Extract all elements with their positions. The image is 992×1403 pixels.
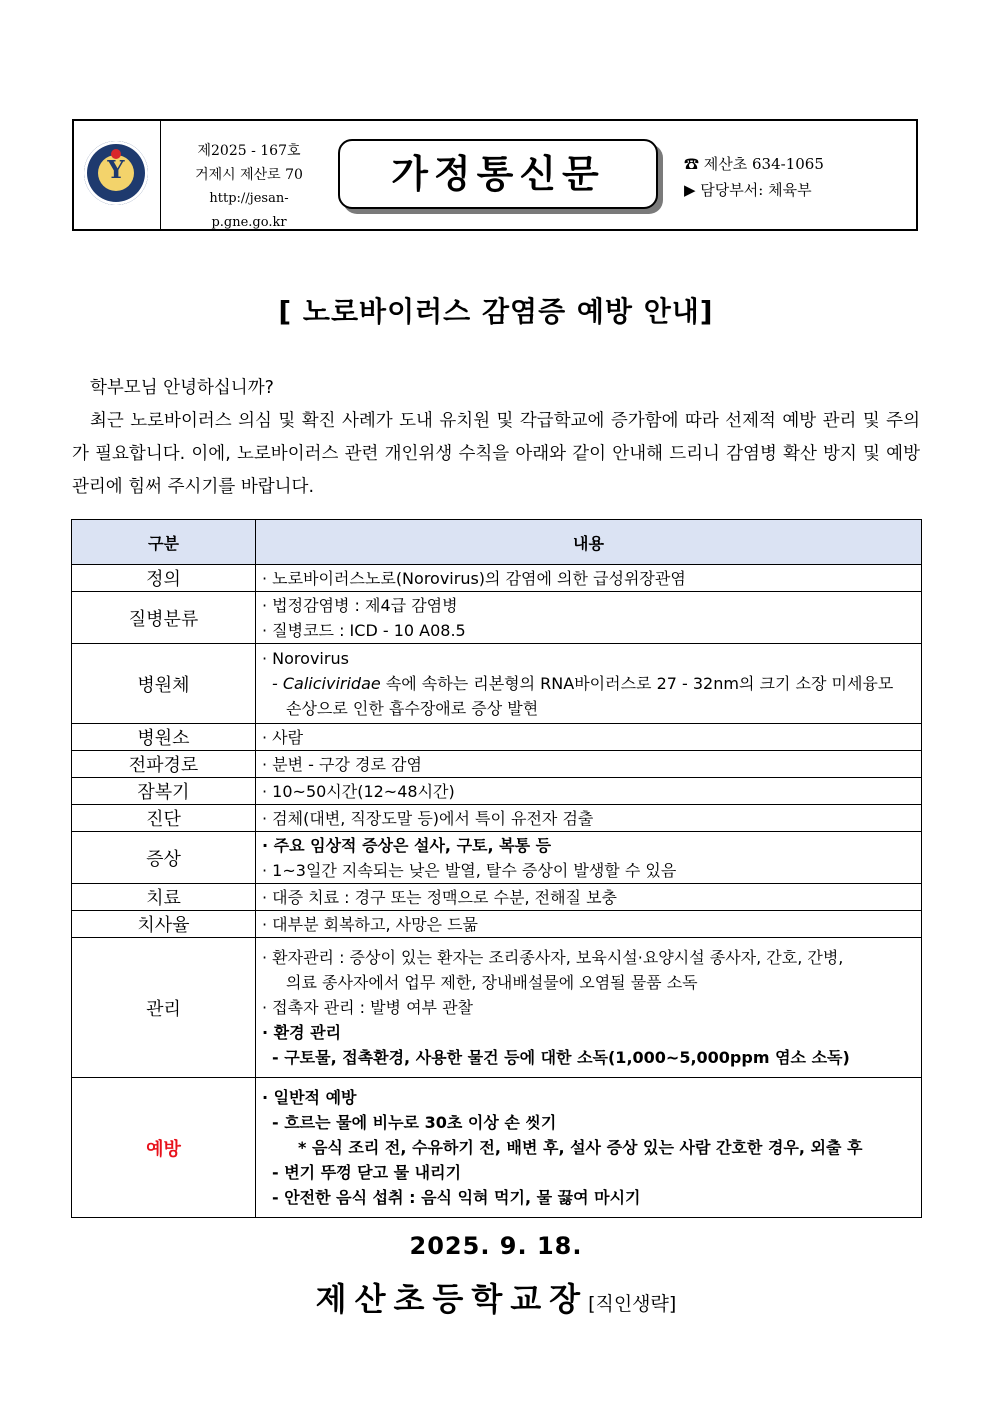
table-row <box>72 884 922 911</box>
row-content: · 10~50시간(12~48시간) <box>256 778 922 805</box>
column-header-category: 구분 <box>72 520 256 565</box>
column-header-content: 내용 <box>256 520 922 565</box>
row-label: 병원소 <box>72 724 256 751</box>
seal-note: [직인생략] <box>588 1293 677 1315</box>
greeting: 학부모님 안녕하십니까? <box>90 378 274 398</box>
issue-info <box>174 139 324 235</box>
row-label: 질병분류 <box>72 592 256 644</box>
document-title: [ 노로바이러스 감염증 예방 안내] <box>278 295 714 328</box>
row-label: 잠복기 <box>72 778 256 805</box>
row-label: 관리 <box>72 938 256 1078</box>
issue-date: 2025. 9. 18. <box>409 1232 583 1260</box>
row-label: 전파경로 <box>72 751 256 778</box>
row-content: · 분변 - 구강 경로 감염 <box>256 751 922 778</box>
row-label: 병원체 <box>72 644 256 724</box>
logo-cell <box>74 121 161 229</box>
table-row <box>72 938 922 1078</box>
row-label: 진단 <box>72 805 256 832</box>
table-header-row <box>72 520 922 565</box>
row-content: · 법정감염병 : 제4급 감염병 · 질병코드 : ICD - 10 A08.5 <box>256 592 922 644</box>
newsletter-title-box <box>338 139 658 209</box>
row-content: · Norovirus - Caliciviridae 속에 속하는 리본형의 RNA바이러스로 27 - 32nm의 크기 소장 미세융모 손상으로 인한 흡수장애로 증상 발현 <box>256 644 922 724</box>
signer-name: 제산초등학교장 <box>315 1280 589 1318</box>
row-content: · 노로바이러스노로(Norovirus)의 감염에 의한 급성위장관염 <box>256 565 922 592</box>
newsletter-title: 가정통신문 <box>391 151 605 196</box>
row-label: 치사율 <box>72 911 256 938</box>
table-row <box>72 644 922 724</box>
row-label-prevention: 예방 <box>72 1078 256 1218</box>
row-content: · 대증 치료 : 경구 또는 정맥으로 수분, 전해질 보충 <box>256 884 922 911</box>
table-row <box>72 805 922 832</box>
row-content: · 주요 임상적 증상은 설사, 구토, 복통 등 · 1~3일간 지속되는 낮은 발열, 탈수 증상이 발생할 수 있음 <box>256 832 922 884</box>
row-content: · 환자관리 : 증상이 있는 환자는 조리종사자, 보육시설·요양시설 종사자, 간호, 간병, 의료 종사자에서 업무 제한, 장내배설물에 오염될 물품 소독 · 접촉자 관리 : 발병 여부 관찰 · 환경 관리 - 구토물, 접촉환경, 사용한 물건 등에 대한 소독(1,000~5,000ppm 염소 소독) <box>256 938 922 1078</box>
table-row <box>72 911 922 938</box>
row-label: 정의 <box>72 565 256 592</box>
department: ▶ 담당부서: 체육부 <box>684 181 812 199</box>
issue-number: 제2025 - 167호 <box>197 143 301 159</box>
school-website[interactable]: http://jesan-p.gne.go.kr <box>209 191 289 230</box>
table-row <box>72 832 922 884</box>
table-row <box>72 1078 922 1218</box>
row-content: · 사람 <box>256 724 922 751</box>
row-content: · 대부분 회복하고, 사망은 드묾 <box>256 911 922 938</box>
row-label: 증상 <box>72 832 256 884</box>
info-table <box>71 519 922 1218</box>
school-emblem: Y <box>84 141 148 205</box>
row-label: 치료 <box>72 884 256 911</box>
row-content: · 검체(대변, 직장도말 등)에서 특이 유전자 검출 <box>256 805 922 832</box>
table-row <box>72 724 922 751</box>
phone-number: ☎ 제산초 634-1065 <box>684 155 824 173</box>
intro-body: 최근 노로바이러스 의심 및 확진 사례가 도내 유치원 및 각급학교에 증가함에 따라 선제적 예방 관리 및 주의가 필요합니다. 이에, 노로바이러스 관련 개인위생 수칙을 아래와 같이 안내해 드리니 감염병 확산 방지 및 예방 관리에 힘써 주시기를 바랍니다. <box>72 411 920 497</box>
table-row <box>72 592 922 644</box>
contact-info <box>684 151 824 203</box>
table-row <box>72 751 922 778</box>
table-row <box>72 778 922 805</box>
letter-header <box>72 119 918 231</box>
intro-text <box>72 372 920 504</box>
school-address: 거제시 제산로 70 <box>195 167 303 183</box>
signature-line <box>0 1274 992 1320</box>
row-content: · 일반적 예방 - 흐르는 물에 비누로 30초 이상 손 씻기 * 음식 조리 전, 수유하기 전, 배변 후, 설사 증상 있는 사람 간호한 경우, 외출 후 - 변기 뚜껑 닫고 물 내리기 - 안전한 음식 섭취 : 음식 익혀 먹기, 물 끓여 마시기 <box>256 1078 922 1218</box>
table-row <box>72 565 922 592</box>
